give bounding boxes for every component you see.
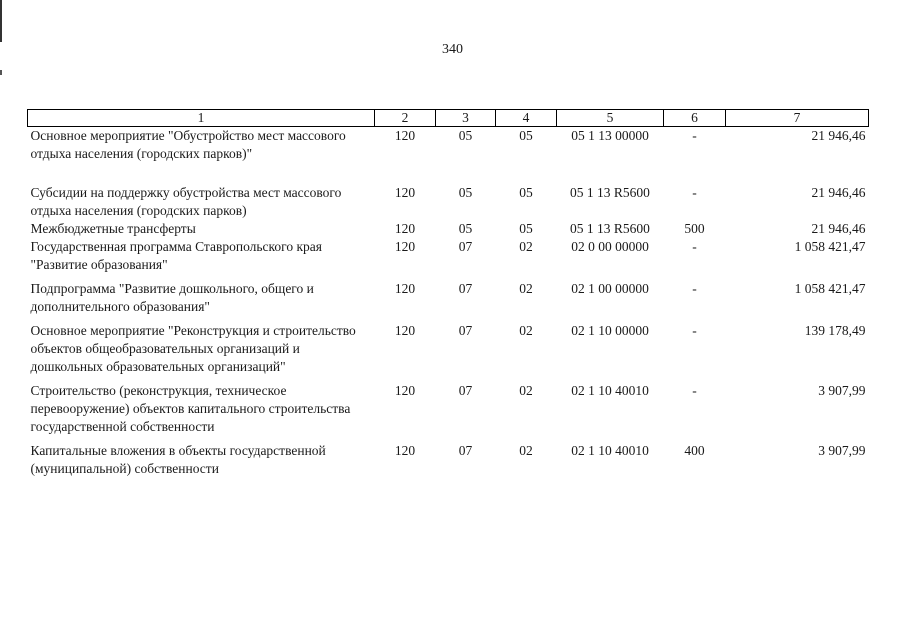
row-col-5: 02 1 10 40010 xyxy=(571,383,649,398)
row-col-2: 120 xyxy=(394,443,416,458)
row-col-6: 400 xyxy=(684,443,705,458)
row-col-5: 02 0 00 00000 xyxy=(571,239,649,254)
row-name: Подпрограмма "Развитие дошкольного, общего и дополнительного образования" xyxy=(30,281,314,314)
header-col-2: 2 xyxy=(375,110,436,127)
row-col-4: 05 xyxy=(519,185,533,200)
row-col-4: 02 xyxy=(519,239,533,254)
scan-edge-dot xyxy=(0,70,2,75)
row-col-6: - xyxy=(692,281,697,296)
header-col-4: 4 xyxy=(496,110,557,127)
table-row xyxy=(28,382,869,442)
row-col-2: 120 xyxy=(394,239,416,254)
row-amount: 3 907,99 xyxy=(818,443,866,458)
table-row xyxy=(28,127,869,185)
table-row xyxy=(28,220,869,238)
row-name: Основное мероприятие "Реконструкция и строительство объектов общеобразовательных организаций и дошкольных образовательных организаций" xyxy=(30,323,356,374)
row-col-4: 02 xyxy=(519,281,533,296)
row-name: Основное мероприятие "Обустройство мест массового отдыха населения (городских парков)" xyxy=(30,128,346,161)
row-col-4: 02 xyxy=(519,443,533,458)
row-col-6: - xyxy=(692,185,697,200)
row-col-3: 07 xyxy=(458,281,473,296)
table-row xyxy=(28,184,869,220)
header-col-1: 1 xyxy=(28,110,375,127)
header-col-7: 7 xyxy=(726,110,869,127)
row-col-5: 02 1 10 40010 xyxy=(571,443,649,458)
row-amount: 3 907,99 xyxy=(818,383,866,398)
row-col-6: - xyxy=(692,323,697,338)
header-col-6: 6 xyxy=(664,110,726,127)
row-col-2: 120 xyxy=(394,323,416,338)
row-col-4: 02 xyxy=(519,323,533,338)
row-col-3: 07 xyxy=(458,383,473,398)
row-col-5: 02 1 10 00000 xyxy=(571,323,649,338)
row-name: Государственная программа Ставропольского края "Развитие образования" xyxy=(30,239,322,272)
table-row xyxy=(28,238,869,280)
row-col-4: 05 xyxy=(519,221,533,236)
row-col-5: 05 1 13 R5600 xyxy=(570,221,650,236)
row-col-2: 120 xyxy=(394,383,416,398)
table-row xyxy=(28,442,869,478)
row-name: Строительство (реконструкция, техническое перевооружение) объектов капитального строительства государственной собственности xyxy=(30,383,351,434)
budget-table xyxy=(27,109,869,478)
row-col-3: 05 xyxy=(458,185,473,200)
row-col-2: 120 xyxy=(394,128,416,143)
row-col-4: 02 xyxy=(519,383,533,398)
row-col-6: 500 xyxy=(684,221,705,236)
row-col-6: - xyxy=(692,383,697,398)
row-col-3: 05 xyxy=(458,221,473,236)
row-col-2: 120 xyxy=(394,185,416,200)
row-amount: 1 058 421,47 xyxy=(794,239,866,254)
header-row xyxy=(28,110,869,127)
row-col-5: 05 1 13 00000 xyxy=(571,128,649,143)
page-number: 340 xyxy=(442,42,463,57)
scan-edge-mark xyxy=(0,0,2,42)
row-name: Капитальные вложения в объекты государственной (муниципальной) собственности xyxy=(30,443,326,476)
row-name: Субсидии на поддержку обустройства мест массового отдыха населения (городских парков) xyxy=(30,185,342,218)
row-col-2: 120 xyxy=(394,281,416,296)
row-name: Межбюджетные трансферты xyxy=(30,221,196,236)
row-col-5: 05 1 13 R5600 xyxy=(570,185,650,200)
row-col-3: 07 xyxy=(458,323,473,338)
row-col-2: 120 xyxy=(394,221,416,236)
row-col-5: 02 1 00 00000 xyxy=(571,281,649,296)
row-amount: 1 058 421,47 xyxy=(794,281,866,296)
row-col-4: 05 xyxy=(519,128,533,143)
row-amount: 139 178,49 xyxy=(804,323,866,338)
row-amount: 21 946,46 xyxy=(811,185,866,200)
row-amount: 21 946,46 xyxy=(811,221,866,236)
row-col-6: - xyxy=(692,239,697,254)
row-col-3: 07 xyxy=(458,239,473,254)
row-col-3: 07 xyxy=(458,443,473,458)
row-amount: 21 946,46 xyxy=(811,128,866,143)
header-col-5: 5 xyxy=(557,110,664,127)
row-col-6: - xyxy=(692,128,697,143)
header-col-3: 3 xyxy=(436,110,496,127)
table-row xyxy=(28,280,869,322)
row-col-3: 05 xyxy=(458,128,473,143)
table-row xyxy=(28,322,869,382)
